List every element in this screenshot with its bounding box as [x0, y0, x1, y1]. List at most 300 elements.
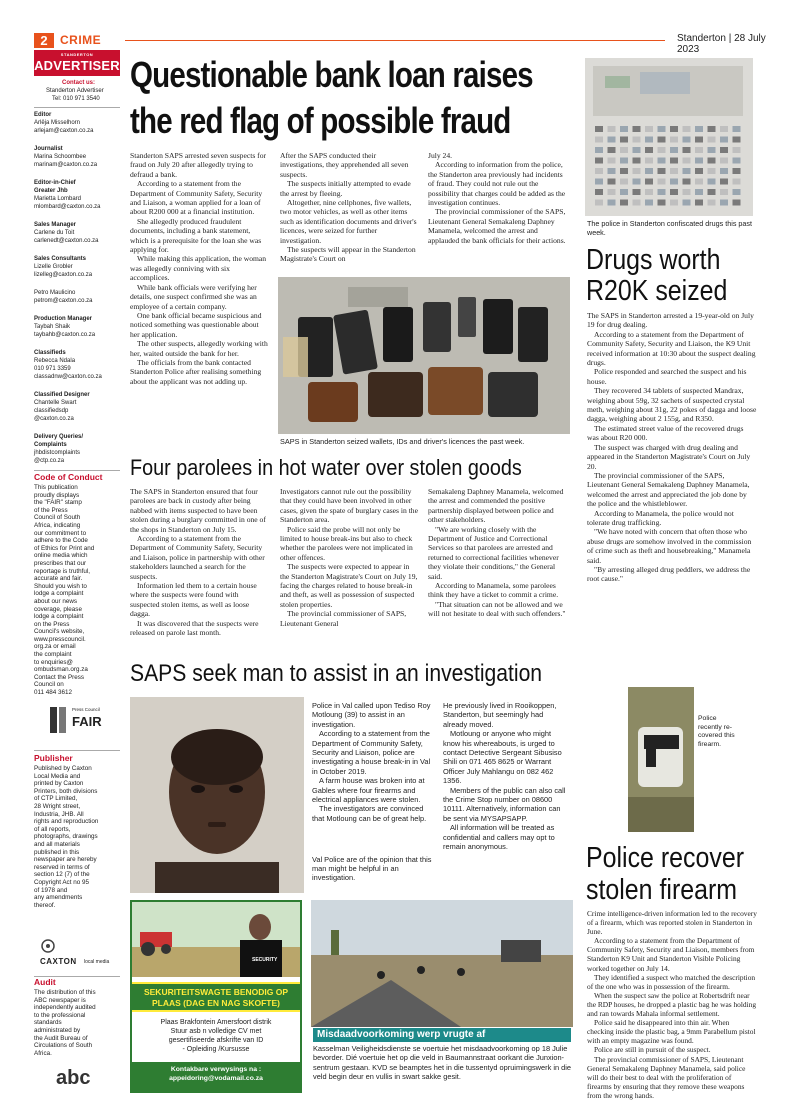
drug-packet — [720, 179, 728, 185]
parolees-paragraph: Investigators cannot rule out the possibility that they could have been involved in other cases, given the spate of burglary cases in the Standerton area. — [280, 487, 418, 525]
drug-packet — [708, 179, 716, 185]
drugs-paragraph: "We have noted with concern that often those who abuse drugs are somehow involved in the commission of crime such as theft and housebreaking," Manamela said. — [587, 527, 752, 565]
drug-packet — [708, 158, 716, 164]
firearm-caption-line: Police — [698, 715, 717, 722]
main-story-paragraph: One bank official became suspicious and noticed something was questionable about her application. — [130, 310, 262, 339]
parolees-paragraph: Semakaleng Daphney Manamela, welcomed the arrest and commended the positive partnership displayed between police and other stakeholders. — [428, 487, 564, 525]
parolees-paragraph: It was discovered that the suspects were released on parole last month. — [130, 618, 259, 638]
publisher-line: rights and reproduction — [34, 818, 99, 826]
drug-packet — [733, 158, 741, 164]
main-story-paragraph: The provincial commissioner of the SAPS, Lieutenant General Semakaleng Daphney Manamela, welcomed the arrest and applauded the bank officials for their actions. — [428, 207, 566, 245]
cl-label: Classifieds — [34, 350, 66, 356]
security-guard-ad[interactable] — [130, 900, 302, 1093]
cd-email-1[interactable]: classifiedsdp — [34, 408, 69, 414]
drug-packet — [595, 200, 603, 206]
drugs-photo — [585, 58, 753, 216]
drug-packet — [645, 158, 653, 164]
cd-label: Classified Designer — [34, 392, 90, 398]
abc-logo: abc — [56, 1067, 91, 1089]
drug-packet — [708, 126, 716, 132]
drug-packet — [670, 200, 678, 206]
coc-line: to enquiries@ — [34, 658, 73, 666]
drug-packet — [733, 168, 741, 174]
coc-line: of the Press — [34, 506, 68, 514]
drug-packet — [708, 137, 716, 143]
coc-line: online media which — [34, 552, 88, 560]
drug-packet — [733, 126, 741, 132]
drug-packet — [733, 189, 741, 195]
coc-line: of Ethics for Print and — [34, 544, 95, 552]
editor-email[interactable]: arlejam@caxton.co.za — [34, 128, 94, 134]
audit-line: standards — [34, 1019, 62, 1027]
coc-line: Contact the Press — [34, 673, 85, 681]
coc-line: Should you wish to — [34, 582, 87, 590]
audit-line: administrated by — [34, 1026, 81, 1034]
drug-packet — [695, 147, 703, 153]
drug-packet — [620, 158, 628, 164]
divider — [34, 107, 120, 108]
drug-packet — [595, 179, 603, 185]
coc-line: This publication — [34, 484, 78, 491]
drug-packet — [633, 158, 641, 164]
firearm-paragraph: Crime intelligence-driven information led to the recovery of a firearm, which was reported stolen in Standerton in June. — [587, 909, 757, 937]
drugs-paragraph: According to a statement from the Department of Community Safety, Security and Liaison, the K9 Unit received information at 10:30 about the suspect dealing drugs. — [587, 329, 756, 368]
drugs-paragraph: They recovered 34 tablets of suspected Mandrax, weighing about 59g, 32 sachets of suspected crystal meth, weighing about 31g, 22 pokes of dagga and loose dagga, weighing about 2 155g, and R350. — [587, 386, 757, 424]
masthead-title: ADVERTISER — [34, 58, 120, 73]
audit-line: independently audited — [34, 1004, 96, 1012]
saps-paragraph: Motloung or anyone who might know his whereabouts, is urged to contact Detective Sergeant Sibusiso Shili on 071 465 8625 or Warrant Officer July Mahlangu on 082 462 1356. — [443, 729, 562, 786]
eic-name: Marietta Lombard — [34, 196, 82, 202]
main-story-paragraph: The other suspects, allegedly working with her, waited outside the bank for her. — [130, 339, 268, 358]
caxton-wordmark: CAXTON — [40, 957, 77, 966]
section-label: CRIME — [60, 33, 102, 47]
suspect-photo — [130, 697, 304, 893]
drug-packet — [608, 126, 616, 132]
sm-label: Sales Manager — [34, 222, 77, 228]
editor-name: Arlêja Misselhorn — [34, 120, 81, 126]
drug-packet — [695, 137, 703, 143]
drug-packet — [683, 126, 691, 132]
cd-name: Chantelle Swart — [34, 400, 77, 406]
press-council-fair-logo — [48, 705, 108, 735]
drug-packet — [633, 168, 641, 174]
parolees-col-1 — [130, 487, 270, 638]
drug-packet — [620, 137, 628, 143]
publisher-line: of 1978 and — [34, 886, 68, 894]
recovered-firearm-image — [628, 687, 694, 832]
fair-small: Press Council — [72, 707, 100, 712]
cl-name: Rebecca Ndala — [34, 358, 76, 364]
contact-name: Standerton Advertiser — [46, 88, 104, 94]
publisher-line: Local Media and — [34, 772, 81, 780]
coc-line: our commitment to — [34, 529, 87, 537]
firearm-photo — [628, 687, 694, 832]
publisher-line: Industria, JHB. All — [34, 810, 84, 818]
coc-line: prescribes that our — [34, 559, 87, 567]
coc-line: lodge a complaint — [34, 613, 84, 621]
coc-line: Council of South — [34, 514, 81, 522]
firearm-paragraph: The provincial commissioner of SAPS, Lieutenant General Semakaleng Daphney Manamela, said police will do their best to deal with the proliferation of firearms by ensuring that they remove these weapons from the wrong hands. — [587, 1054, 746, 1100]
coc-line: coverage, please — [34, 605, 82, 613]
main-headline-line-1: Questionable bank loan raises — [130, 54, 533, 95]
main-story-paragraph: According to a statement from the Department of Community Safety, Security and Liaison, a woman applied for a loan of about R200 000 at a financial institution. — [130, 179, 263, 217]
drug-packet — [708, 200, 716, 206]
sc1-email[interactable]: lizelleg@caxton.co.za — [34, 272, 93, 278]
drugs-headline-line-1: Drugs worth — [586, 244, 721, 276]
journalist-label: Journalist — [34, 146, 63, 152]
publisher-line: printed by Caxton — [34, 780, 84, 788]
eic-sub: Greater Jhb — [34, 188, 68, 194]
cl-tel: 010 971 3359 — [34, 366, 71, 372]
sm-name: Carlene du Toit — [34, 230, 75, 236]
sc1-name: Lizelle Grobler — [34, 264, 73, 270]
publisher-line: any amendments — [34, 894, 83, 902]
eic-email[interactable]: mlombard@caxton.co.za — [34, 204, 101, 210]
caxton-emblem-icon — [40, 938, 56, 954]
drug-packet — [620, 168, 628, 174]
drug-packet — [733, 200, 741, 206]
ad-body-4: - Opleiding /Kursusse — [182, 1046, 250, 1053]
drugs-paragraph: The provincial commissioner of the SAPS, Lieutenant General Semakaleng Daphney Manamela, welcomed the arrest and appreciated the job done by the police and the whistleblower. — [587, 470, 750, 509]
drug-packet — [595, 189, 603, 195]
drug-packet — [633, 200, 641, 206]
drug-packet — [658, 200, 666, 206]
parolees-col-2 — [280, 487, 420, 628]
coc-line: Council's website, — [34, 628, 85, 636]
dq-email-1[interactable]: jhbdistcomplaints — [34, 450, 81, 456]
firearm-headline-line-1: Police recover — [586, 842, 745, 874]
drug-packet — [695, 179, 703, 185]
coc-line: adhere to the Code — [34, 537, 88, 545]
main-story-paragraph: Altogether, nine cellphones, five wallets, two motor vehicles, as well as other items such as identification documents and driver's licences, were seized for further investigation. — [280, 198, 417, 245]
parolees-paragraph: Information led them to a certain house where the suspects were found with suspected stolen items, as well as loose dagga. — [130, 581, 257, 619]
drug-packet — [645, 126, 653, 132]
journalist-name: Marina Schoombee — [34, 154, 87, 160]
publisher-line: published in this — [34, 848, 80, 856]
coc-line: org.za or email — [34, 643, 76, 651]
parolees-paragraph: The SAPS in Standerton ensured that four parolees are back in custody after being nabbed with items suspected to have been stolen during a burglary committed in one of the shops in Standerton on July 15. — [130, 487, 266, 534]
drug-packet — [658, 168, 666, 174]
saps-paragraph: Members of the public can also call the Crime Stop number on 08600 10111. Alternatively, information can be sent via MYSAPSAPP. — [443, 785, 566, 823]
saps-col-1 — [312, 701, 437, 823]
drug-packet — [670, 126, 678, 132]
drug-packet — [733, 179, 741, 185]
drug-packet — [720, 147, 728, 153]
cd-email-2[interactable]: @caxton.co.za — [34, 416, 74, 422]
saps-paragraph: According to a statement from the Department of Community Safety, Security and Liaison, police are investigating a house break-in in Val in October 2019. — [312, 729, 431, 776]
masthead-small: STANDERTON — [60, 52, 94, 57]
drug-packet — [645, 189, 653, 195]
coc-line: reportage is truthful, — [34, 567, 91, 575]
main-headline-line-2: the red flag of possible fraud — [130, 100, 511, 141]
pm-name: Taybah Shaik — [34, 324, 71, 330]
coc-line: Council on — [34, 681, 64, 689]
drug-packet — [633, 126, 641, 132]
saps-paragraph: He previously lived in Rooikoppen, Standerton, but seemingly had already moved. — [443, 701, 557, 729]
coc-line: 011 484 3612 — [34, 689, 73, 697]
journalist-email[interactable]: marinam@caxton.co.za — [34, 162, 98, 168]
coc-line: on the Press — [34, 620, 70, 628]
main-story-col-2 — [280, 151, 420, 264]
seized-items-image — [278, 277, 570, 434]
drug-packet — [683, 168, 691, 174]
drugs-paragraph: The SAPS in Standerton arrested a 19-year-old on July 19 for drug dealing. — [587, 311, 754, 330]
publisher-line: thereof. — [34, 901, 56, 909]
parolees-paragraph: The suspects were expected to appear in the Standerton Magistrate's Court on July 19, facing the charges related to house break-in and theft, as well as possession of suspected stolen properties. — [280, 562, 418, 609]
wallets-photo-caption: SAPS in Standerton seized wallets, IDs and driver's licences the past week. — [280, 437, 525, 446]
firearm-caption-line: covered this — [698, 732, 735, 740]
drug-packet — [733, 147, 741, 153]
sc-label: Sales Consultants — [34, 256, 87, 262]
drug-packet — [620, 200, 628, 206]
drug-packet — [620, 126, 628, 132]
drug-packet — [720, 137, 728, 143]
parolees-paragraph: The provincial commissioner of SAPS, Lieutenant General — [280, 609, 407, 628]
ad-contact-email[interactable]: appeidoring@vodamail.co.za — [169, 1075, 263, 1082]
ad-image — [132, 902, 300, 977]
coc-line: proudly displays — [34, 491, 80, 499]
drug-packet — [683, 147, 691, 153]
suspect-photo-caption: Val Police are of the opinion that this man might be helpful in an investigation. — [312, 855, 432, 882]
main-story-paragraph: Standerton SAPS arrested seven suspects for fraud on July 20 after allegedly trying to defraud a bank. — [130, 151, 267, 179]
drug-packet — [670, 158, 678, 164]
drug-packet — [620, 179, 628, 185]
audit-line: Africa. — [34, 1049, 52, 1057]
ad-headline-line-1: SEKURITEITSWAGTE BENODIG OP — [143, 987, 289, 997]
drug-packet — [620, 147, 628, 153]
drug-packet — [683, 137, 691, 143]
misdaad-body: Kasselman Veiligheidsdienste se voertuie het misdaadvoorkoming op 18 Julie bevorder. Dié voertuie het op die veld in Baumannstraat oorkant die Junxion-sentrum gestaan. KVD se beamptes het in die tussentyd opruimingswerk in die veld begin deur en vullis in swart sakke gesit. — [313, 1044, 571, 1081]
coc-line: accurate and fair. — [34, 575, 83, 583]
drug-packet — [608, 147, 616, 153]
drug-packet — [658, 179, 666, 185]
masthead-logo — [34, 50, 120, 76]
audit-text — [34, 989, 122, 1057]
divider — [34, 750, 120, 751]
publisher-line: reserved in terms of — [34, 863, 90, 871]
coc-line: lodge a complaint — [34, 590, 84, 598]
drug-packet — [695, 126, 703, 132]
audit-line: the Audit Bureau of — [34, 1034, 88, 1042]
drugs-paragraph: The estimated street value of the recovered drugs was about R20 000. — [587, 423, 744, 443]
coc-line: about our news — [34, 597, 78, 605]
saps-headline: SAPS seek man to assist in an investigation — [130, 660, 543, 687]
divider — [34, 470, 120, 471]
main-story-paragraph: While making this application, the woman was allegedly conniving with six accomplices. — [130, 254, 267, 283]
caxton-sub: local media — [84, 959, 110, 965]
publisher-line: Printers, both divisions — [34, 787, 98, 795]
drug-packet — [708, 189, 716, 195]
parolees-headline: Four parolees in hot water over stolen goods — [130, 455, 522, 480]
saps-paragraph: The investigators are convinced that Motloung can be of great help. — [312, 804, 427, 823]
cl-email[interactable]: classadnw@caxton.co.za — [34, 374, 102, 380]
drug-packet — [670, 179, 678, 185]
drug-packet — [683, 179, 691, 185]
publisher-line: photographs, drawings — [34, 833, 98, 841]
drug-packet — [720, 158, 728, 164]
drug-packet — [695, 189, 703, 195]
ad-body-1: Plaas Brakfontein Amersfoort distrik — [160, 1019, 272, 1026]
ad-contact — [132, 1062, 300, 1091]
parolees-col-3 — [428, 487, 568, 619]
drug-packet — [595, 147, 603, 153]
pm-email[interactable]: taybahb@caxton.co.za — [34, 332, 96, 338]
drug-packet — [683, 189, 691, 195]
ad-body-2: Stuur asb n volledige CV met — [170, 1028, 262, 1035]
coc-line: ombudsman.org.za — [34, 666, 88, 674]
firearm-headline-line-2: stolen firearm — [586, 874, 738, 906]
firearm-paragraph: When the suspect saw the police at Robertsdrift near the RDP houses, he dropped a plastic bag he was holding and ran towards Mahala informal settlement. — [587, 990, 757, 1019]
parolees-paragraph: "We are working closely with the Department of Justice and Correctional Services so that parolees are arrested and returned to correctional facilities whenever they violate their conditions," the General said. — [428, 524, 559, 581]
drug-packet — [633, 189, 641, 195]
drug-packet — [658, 147, 666, 153]
dq-label: Delivery Queries/ — [34, 434, 84, 440]
coc-text — [34, 484, 122, 697]
page-number: 2 — [34, 33, 54, 48]
drug-packet — [608, 189, 616, 195]
publisher-line: 28 Wright street, — [34, 802, 81, 810]
drug-packet — [595, 158, 603, 164]
field-cleanup-image — [311, 900, 573, 1027]
drug-packet — [670, 189, 678, 195]
saps-col-2 — [443, 701, 568, 852]
suspect-portrait-image — [130, 697, 304, 893]
drug-packet — [608, 179, 616, 185]
publisher-title: Publisher — [34, 753, 73, 763]
coc-line: the complaint — [34, 651, 72, 659]
drug-packet — [683, 158, 691, 164]
parolees-paragraph: According to Manamela, some parolees think they have a ticket to commit a crime. — [428, 581, 559, 600]
drug-packet — [658, 158, 666, 164]
eic-label: Editor-in-Chief — [34, 180, 76, 186]
main-story-col-1 — [130, 151, 270, 386]
drug-packet — [670, 168, 678, 174]
drug-packet — [633, 137, 641, 143]
firearm-caption-line: recently re- — [698, 723, 732, 731]
publisher-line: Published by Caxton — [34, 765, 92, 772]
ad-body-3: gesertifiseerde afskrifte van ID — [168, 1037, 264, 1044]
dateline: Standerton | 28 July 2023 — [677, 33, 766, 55]
drug-packet — [670, 137, 678, 143]
drug-packet — [595, 137, 603, 143]
drug-packet — [595, 168, 603, 174]
parolees-paragraph: "That situation can not be allowed and we will not hesitate to deal with such offenders." — [428, 599, 566, 619]
main-story-col-3 — [428, 151, 568, 245]
fair-big: FAIR — [72, 714, 102, 729]
ad-body — [132, 1018, 300, 1054]
drug-packet — [683, 200, 691, 206]
main-story-paragraph: While bank officials were verifying her details, one suspect confirmed she was an employee of a certain company. — [130, 282, 257, 311]
firearm-paragraph: Police are still in pursuit of the suspect. — [594, 1045, 711, 1055]
drugs-paragraph: "By arresting alleged drug peddlers, we address the root cause." — [587, 564, 751, 584]
dq-email-2[interactable]: @ctp.co.za — [34, 458, 65, 464]
drug-packet — [633, 147, 641, 153]
confiscated-drugs-image — [585, 58, 753, 216]
publisher-line: of all reports, — [34, 825, 71, 833]
sc2-email[interactable]: petrom@caxton.co.za — [34, 298, 93, 304]
drug-packet — [645, 147, 653, 153]
drug-packet — [695, 158, 703, 164]
main-story-paragraph: The suspects will appear in the Standerton Magistrate's Court on — [280, 245, 416, 264]
coc-title: Code of Conduct — [34, 472, 103, 482]
misdaad-photo — [311, 900, 573, 1027]
coc-line: Africa, indicating — [34, 521, 81, 529]
drug-packet — [695, 200, 703, 206]
sc2-name: Petro Maulicino — [34, 290, 76, 296]
firearm-paragraph: Police said he disappeared into thin air. When checking inside the plastic bag, a 9mm Parabellum pistol with an empty magazine was found. — [587, 1018, 756, 1046]
caxton-logo — [34, 938, 122, 974]
drug-packet — [720, 126, 728, 132]
drugs-paragraph: According to Manamela, the police would not tolerate drug trafficking. — [587, 508, 734, 527]
audit-title: Audit — [34, 977, 56, 987]
main-story-paragraph: She allegedly produced fraudulent documents, including a bank statement, which is a prerequisite for the loan she was applying for. — [130, 216, 262, 255]
saps-paragraph: A farm house was broken into at Gables where four firearms and electrical appliances were stolen. — [312, 776, 425, 805]
ad-headline-line-2: PLAAS (DAG EN NAG SKOFTE) — [152, 998, 280, 1008]
drug-packet — [608, 200, 616, 206]
drugs-paragraph: The suspect was charged with drug dealing and appeared in the Standerton Magistrate's Court on July 20. — [587, 442, 751, 471]
firearm-paragraph: They identified a suspect who matched the description of the one who was in possession of the firearm. — [587, 972, 756, 991]
saps-paragraph: Police in Val called upon Tediso Roy Motloung (39) to assist in an investigation. — [312, 701, 431, 729]
saps-paragraph: All information will be treated as confidential and callers may opt to remain anonymous. — [443, 823, 555, 852]
main-story-paragraph: After the SAPS conducted their investigations, they apprehended all seven suspects. — [280, 151, 409, 179]
drug-packet — [645, 137, 653, 143]
contact-tel: Tel: 010 971 3540 — [52, 96, 100, 102]
coc-line: www.presscouncil. — [34, 635, 86, 643]
publisher-line: Copyright Act no 95 — [34, 878, 89, 886]
misdaad-headline: Misdaadvoorkoming werp vrugte af — [313, 1028, 571, 1042]
drug-packet — [633, 179, 641, 185]
drug-packet — [670, 147, 678, 153]
drug-packet — [645, 200, 653, 206]
publisher-line: and all materials — [34, 840, 80, 848]
wallets-photo — [278, 277, 570, 434]
contact-label: Contact us: — [62, 80, 95, 86]
header-rule — [125, 40, 665, 41]
parolees-paragraph: Police said the probe will not only be limited to house break-ins but also to check whether the parolees were not implicated in other offences. — [280, 524, 413, 562]
sm-email[interactable]: carlenedt@caxton.co.za — [34, 238, 99, 244]
drug-packet — [620, 189, 628, 195]
drug-packet — [608, 168, 616, 174]
sidebar — [34, 50, 124, 1100]
drug-packet — [708, 168, 716, 174]
drugs-paragraph: Police responded and searched the suspect and his house. — [587, 367, 747, 386]
drug-packet — [720, 189, 728, 195]
drugs-story-body — [587, 311, 757, 584]
firearm-paragraph: According to a statement from the Department of Community Safety, Security and Liaison, members from Standerton K9 Unit and Standerton Visible Policing worked together on July 14. — [587, 936, 755, 973]
drug-packet — [708, 147, 716, 153]
audit-line: to the professional — [34, 1011, 86, 1019]
main-story-paragraph: The suspects initially attempted to evade the arrest by fleeing. — [280, 179, 411, 198]
drug-packet — [720, 200, 728, 206]
drug-packet — [733, 137, 741, 143]
pm-label: Production Manager — [34, 316, 93, 322]
firearm-photo-caption — [698, 715, 756, 749]
drug-packet — [645, 168, 653, 174]
ad-shirt-text: SECURITY — [252, 957, 278, 963]
ad-headline — [132, 982, 300, 1012]
drug-packet — [658, 126, 666, 132]
audit-line: Circulations of South — [34, 1042, 93, 1050]
drugs-headline-line-2: R20K seized — [586, 275, 728, 307]
firearm-story-body — [587, 909, 757, 1100]
drug-packet — [608, 158, 616, 164]
fair-emblem-icon — [48, 705, 68, 735]
dq-label-2: Complaints — [34, 442, 67, 448]
publisher-line: section 12 (7) of the — [34, 871, 90, 879]
drug-packet — [608, 137, 616, 143]
ad-contact-label: Kontakbare verwysings na : — [170, 1066, 262, 1073]
main-story-paragraph: July 24. — [428, 151, 453, 160]
